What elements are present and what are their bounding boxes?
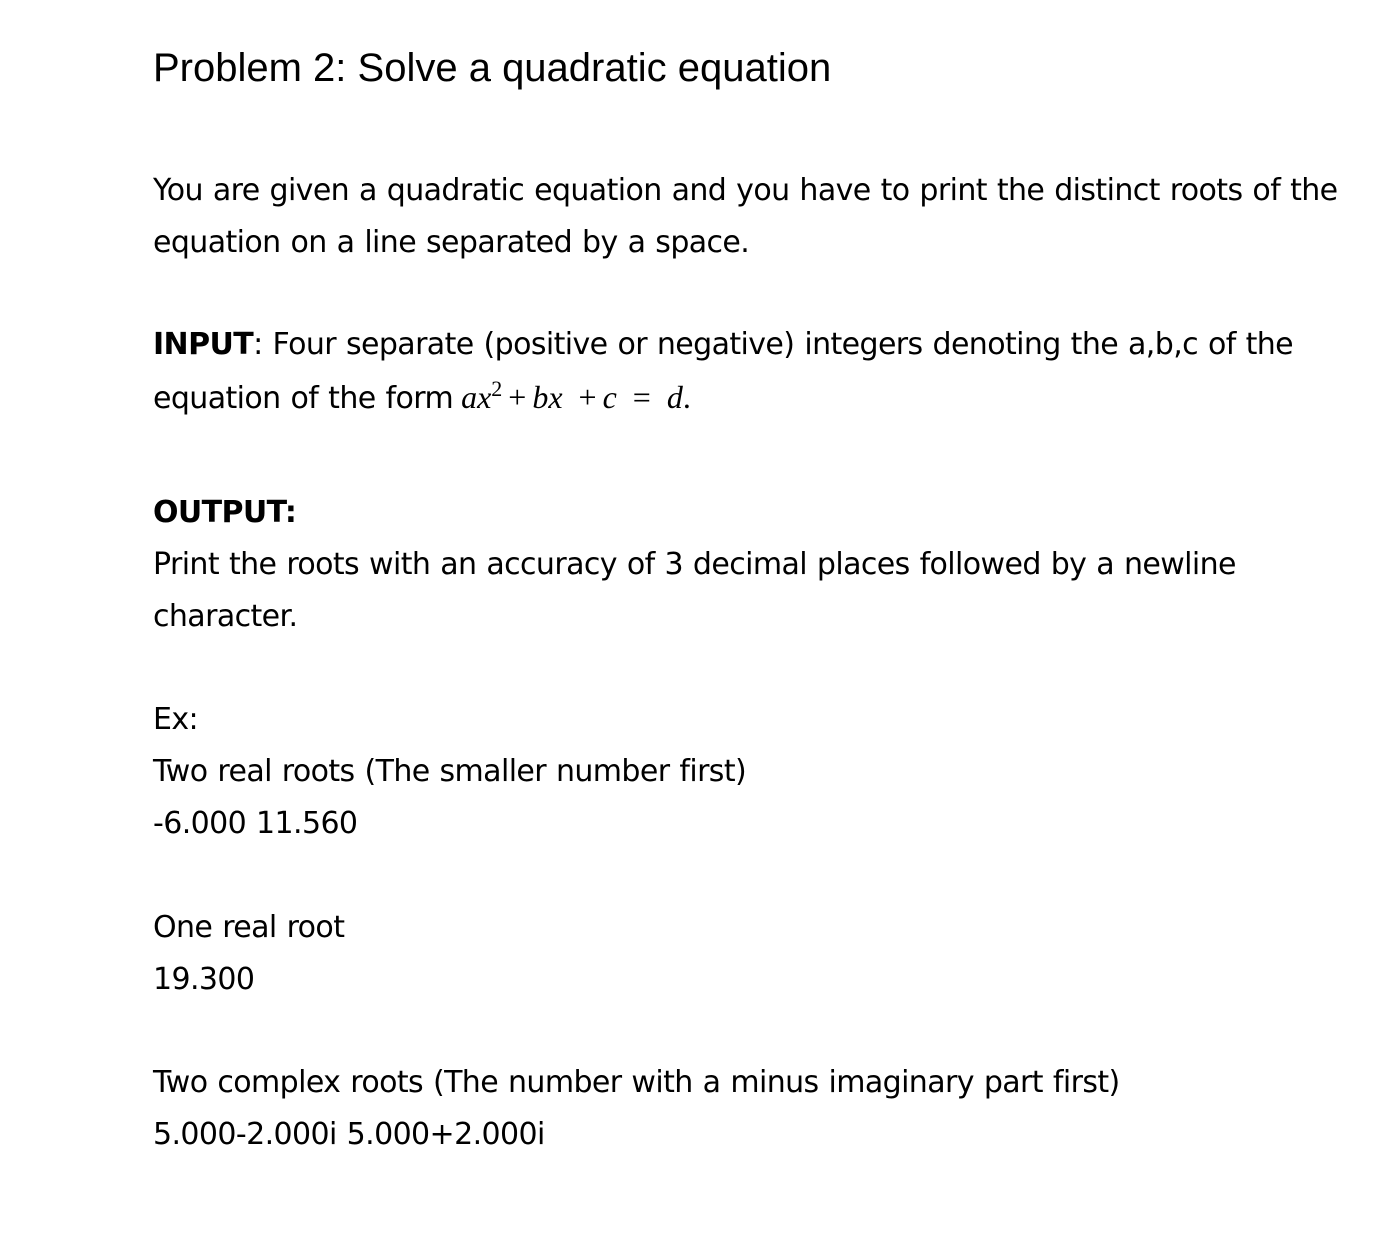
example-two-complex-caption: Two complex roots (The number with a minus imaginary part first) [153,1065,1120,1100]
example-two-real-caption: Two real roots (The smaller number first) [153,754,747,789]
input-description: : Four separate (positive or negative) integers denoting the a,b,c of the equation of the form [153,327,1294,416]
example-one-real-value: 19.300 [153,962,255,997]
examples-label: Ex: [153,702,199,737]
input-paragraph [153,319,1363,425]
output-label: OUTPUT: [153,495,297,530]
example-two-real-value: -6.000 11.560 [153,806,358,841]
input-label: INPUT [153,327,254,362]
example-two-complex-value: 5.000-2.000i 5.000+2.000i [153,1117,545,1152]
quadratic-formula: $ax^2$ + bx + c = d. [461,376,691,415]
example-one-real-caption: One real root [153,910,345,945]
output-description: Print the roots with an accuracy of 3 decimal places followed by a newline character. [153,547,1236,634]
page-title: Problem 2: Solve a quadratic equation [153,46,832,90]
intro-paragraph: You are given a quadratic equation and you have to print the distinct roots of the equation on a line separated by a space. [153,173,1338,260]
